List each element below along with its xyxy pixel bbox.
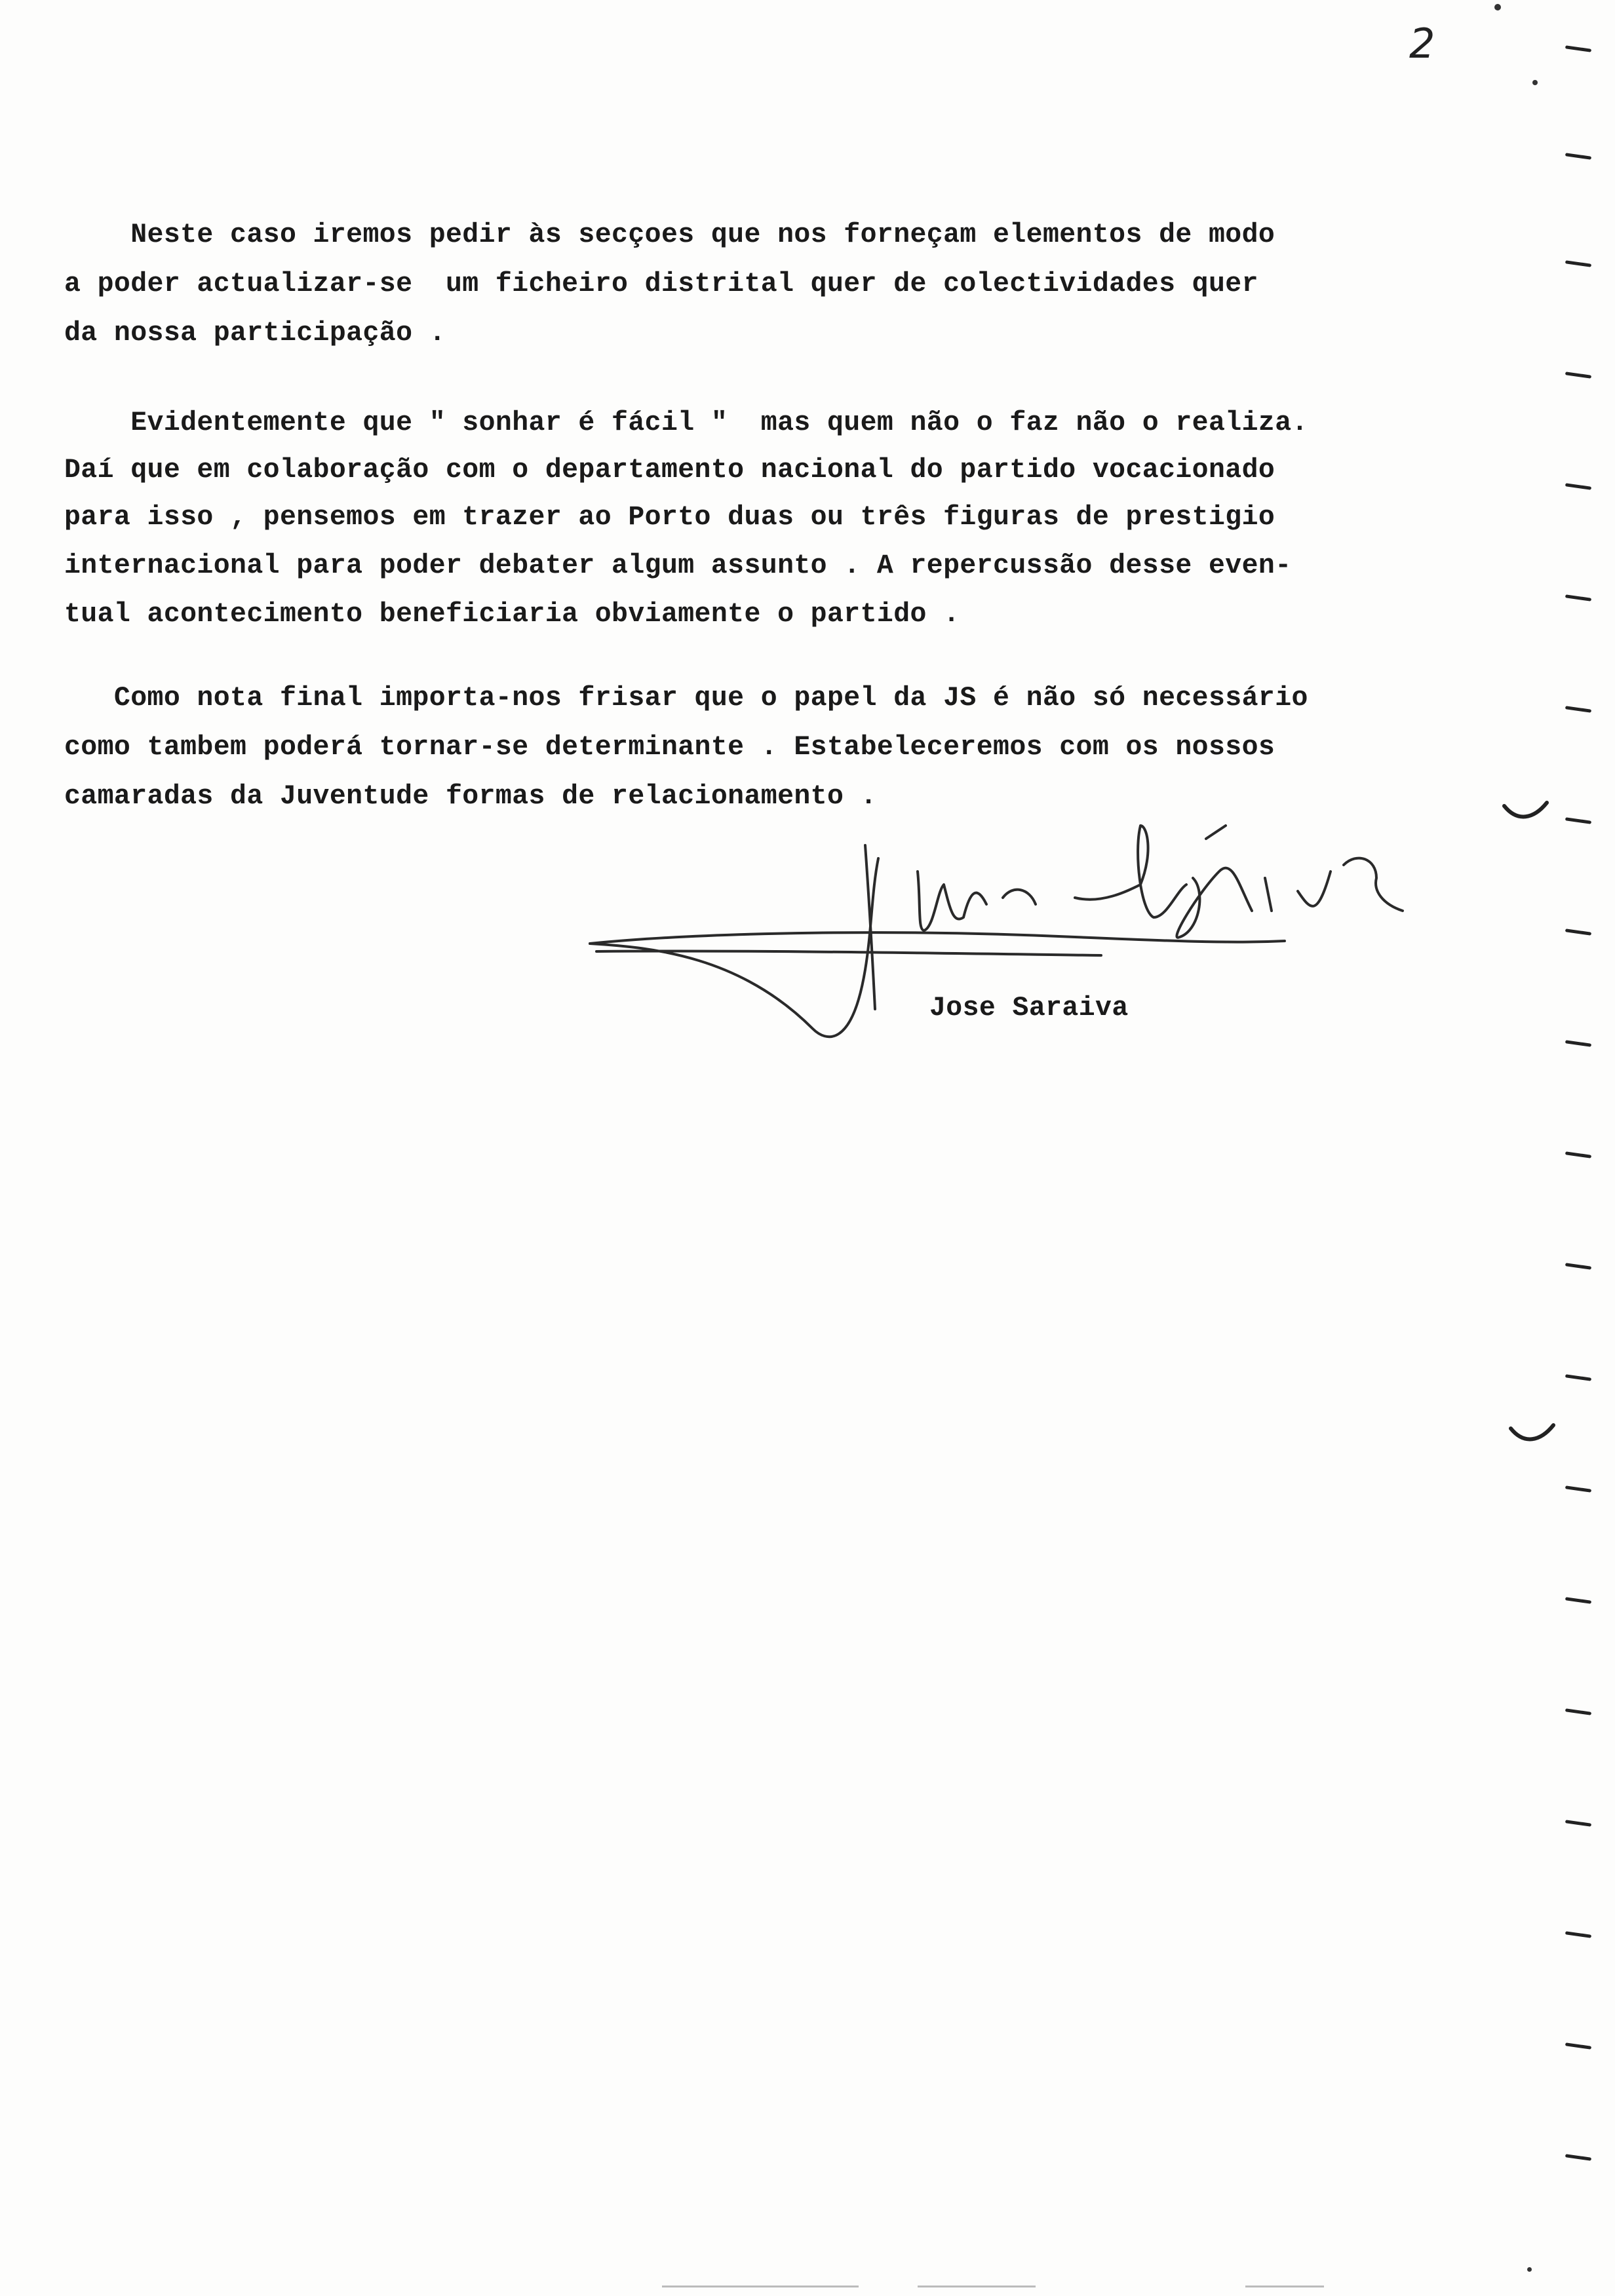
- scan-noise: [662, 2286, 859, 2287]
- margin-dash: [1565, 1151, 1591, 1158]
- margin-dash: [1565, 594, 1591, 602]
- scan-noise: [1245, 2286, 1324, 2287]
- scan-speck: [1527, 2267, 1532, 2272]
- paragraph-2-line-4: internacional para poder debater algum assunto . A repercussão desse even-: [64, 550, 1292, 581]
- paragraph-2-line-3: para isso , pensemos em trazer ao Porto duas ou três figuras de prestigio: [64, 502, 1275, 533]
- paragraph-2-line-5: tual acontecimento beneficiaria obviamente o partido .: [64, 599, 960, 630]
- margin-dash: [1565, 1931, 1591, 1938]
- signer-name: Jose Saraiva: [929, 993, 1129, 1024]
- margin-dash: [1565, 483, 1591, 490]
- paragraph-1-line-2: a poder actualizar-se um ficheiro distrital quer de colectividades quer: [64, 269, 1258, 299]
- paragraph-3-line-3: camaradas da Juventude formas de relacionamento .: [64, 781, 877, 812]
- margin-dash: [1565, 1708, 1591, 1715]
- paragraph-2-line-1: Evidentemente que " sonhar é fácil " mas quem não o faz não o realiza.: [64, 408, 1308, 438]
- page-number: 2: [1409, 20, 1435, 67]
- paragraph-2-line-2: Daí que em colaboração com o departamento nacional do partido vocacionado: [64, 455, 1275, 486]
- scan-speck: [1494, 4, 1501, 10]
- margin-dash: [1565, 153, 1591, 160]
- margin-dash: [1565, 2154, 1591, 2161]
- margin-curve-icon: [1508, 1415, 1560, 1455]
- scan-speck: [1532, 80, 1538, 85]
- margin-dash: [1565, 928, 1591, 936]
- margin-curve-icon: [1501, 793, 1553, 832]
- margin-dash: [1565, 372, 1591, 379]
- margin-dash: [1565, 1485, 1591, 1493]
- margin-marks: [1553, 0, 1615, 2296]
- margin-dash: [1565, 706, 1591, 713]
- margin-dash: [1565, 260, 1591, 267]
- margin-dash: [1565, 1263, 1591, 1270]
- margin-dash: [1565, 1820, 1591, 1827]
- margin-dash: [1565, 1597, 1591, 1604]
- margin-dash: [1565, 1040, 1591, 1047]
- scan-noise: [918, 2286, 1036, 2287]
- margin-dash: [1565, 2042, 1591, 2050]
- paragraph-1-line-3: da nossa participação .: [64, 318, 446, 349]
- margin-dash: [1565, 817, 1591, 824]
- margin-dash: [1565, 45, 1591, 52]
- margin-dash: [1565, 1374, 1591, 1381]
- paragraph-3-line-2: como tambem poderá tornar-se determinante . Estabeleceremos com os nossos: [64, 732, 1275, 763]
- paragraph-3-line-1: Como nota final importa-nos frisar que o papel da JS é não só necessário: [64, 683, 1308, 714]
- paragraph-1-line-1: Neste caso iremos pedir às secçoes que nos forneçam elementos de modo: [64, 220, 1275, 250]
